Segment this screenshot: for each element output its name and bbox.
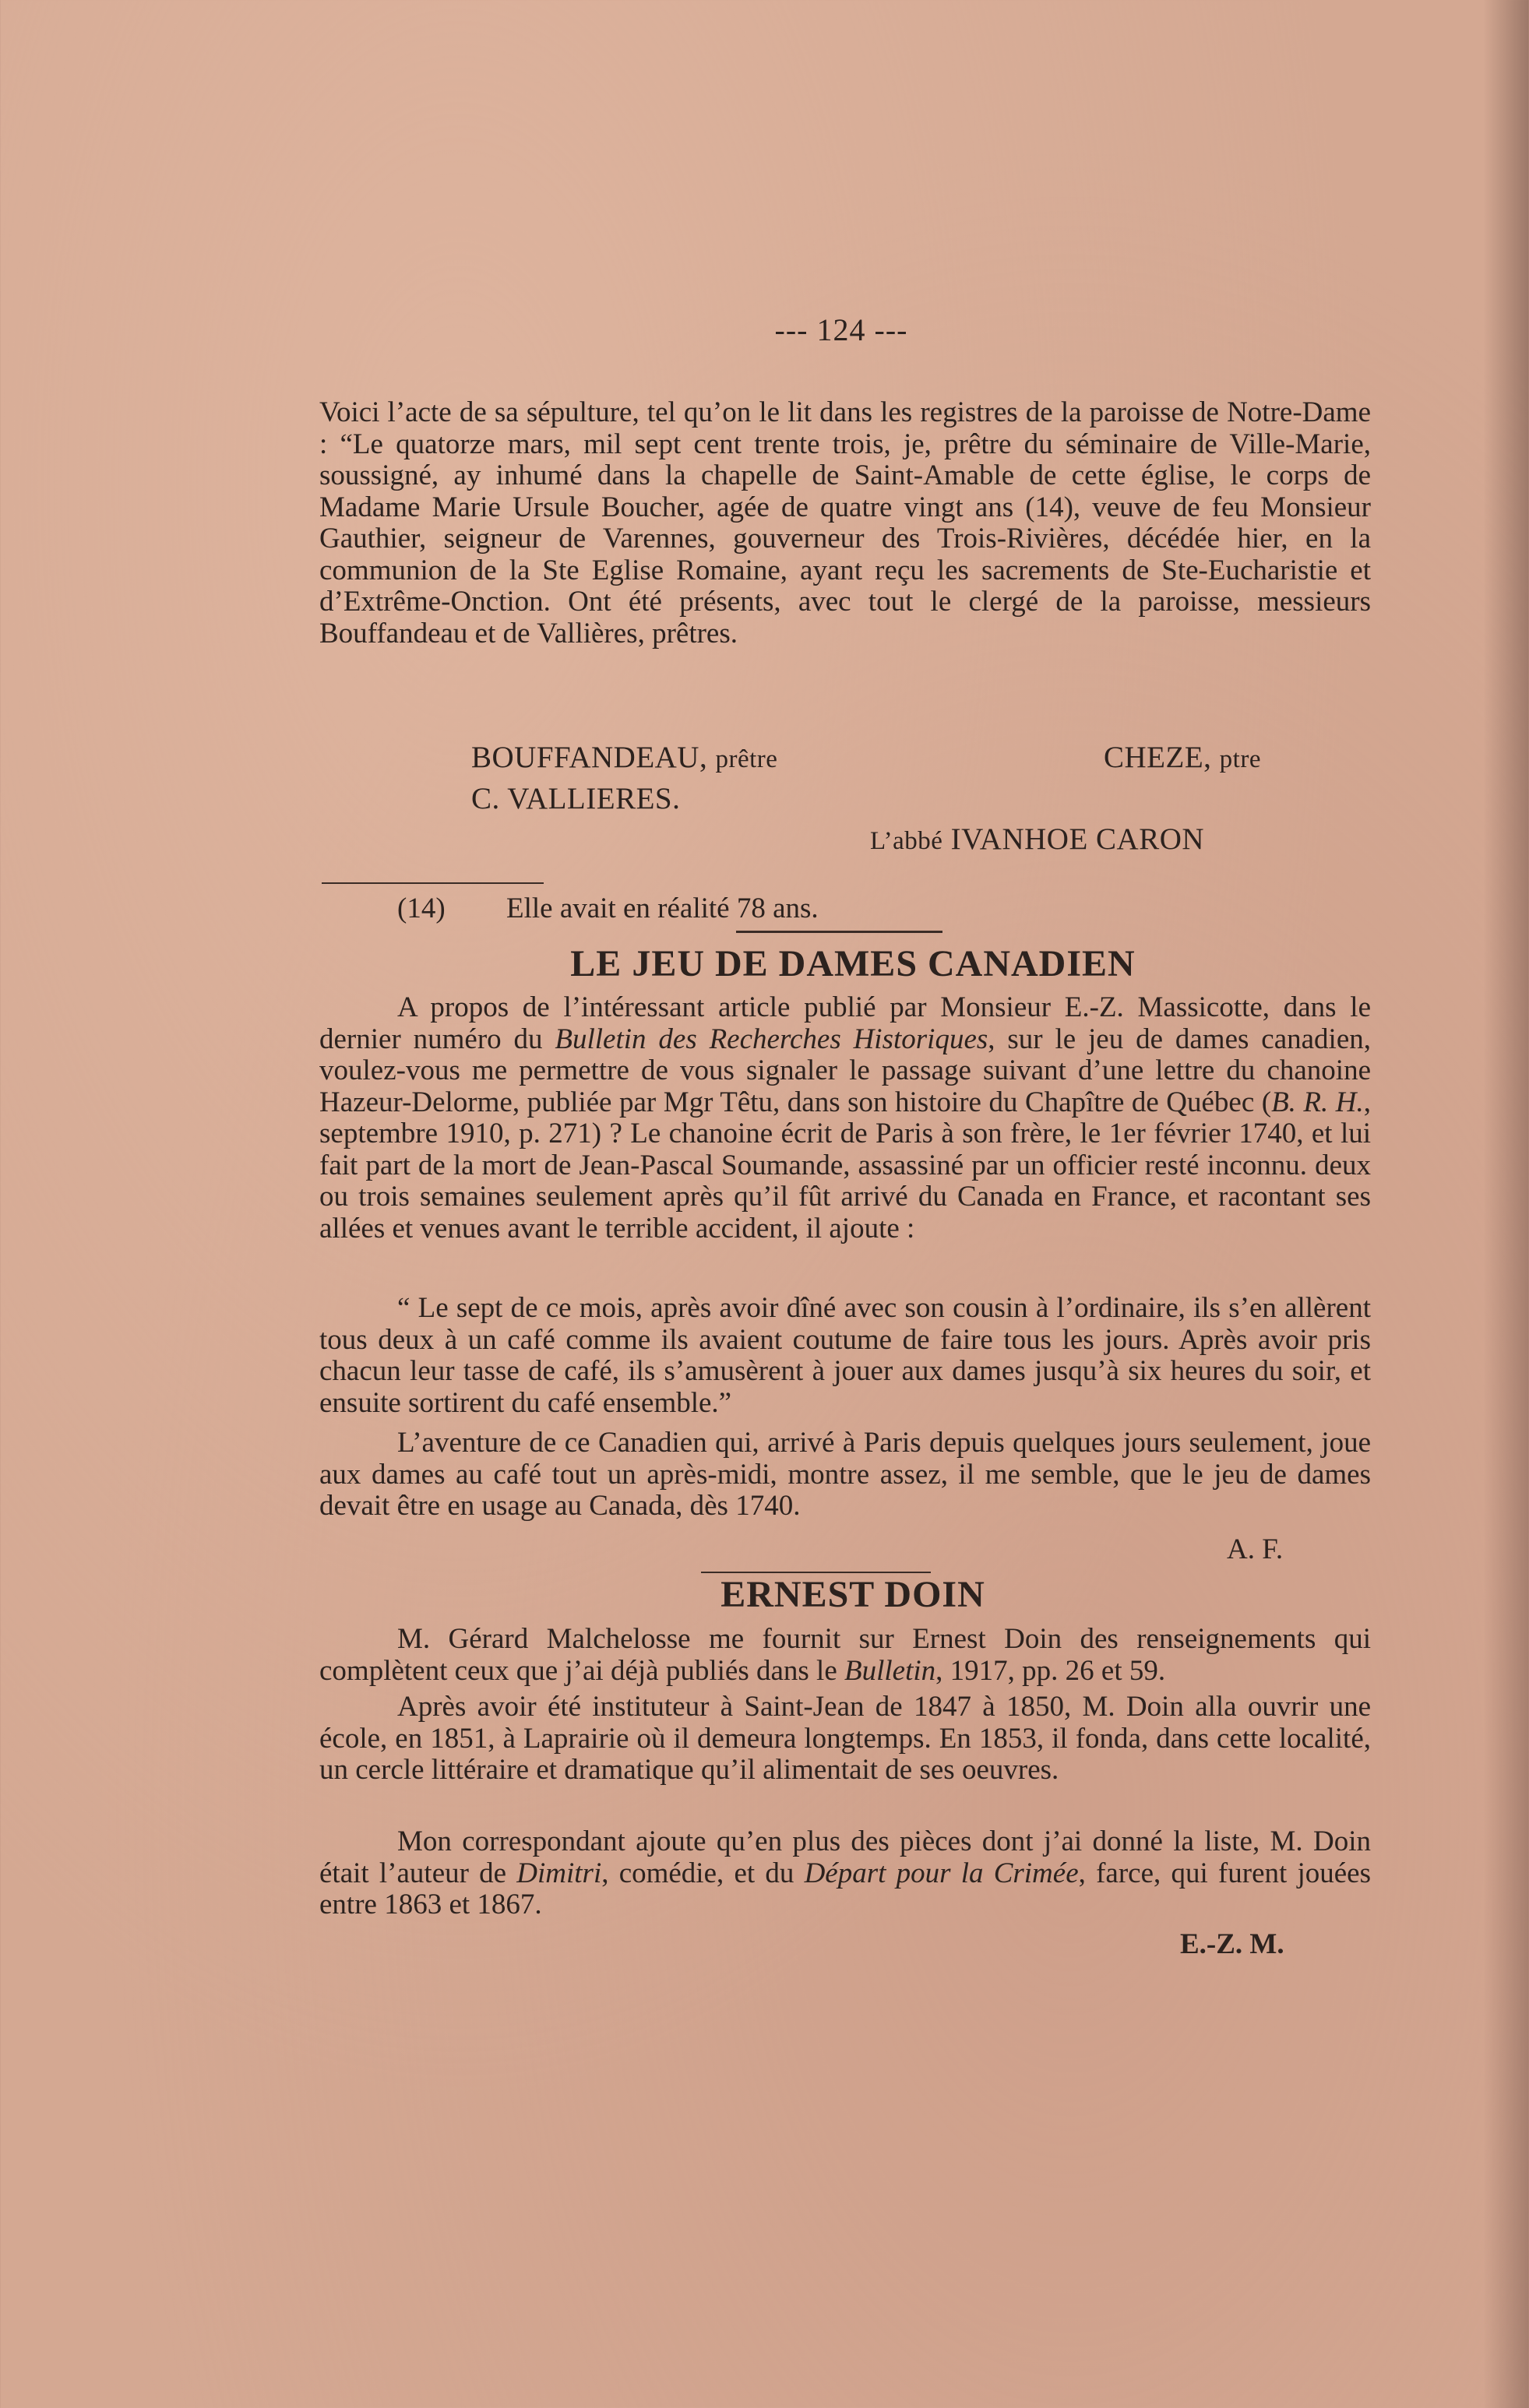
initials-ezm: E.-Z. M. xyxy=(1180,1928,1284,1960)
page-number: --- 124 --- xyxy=(774,312,908,347)
jeu-de-dames-p1-part-b: , sur le jeu de dames canadien, voulez-vous me permettre de vous signaler le passage suivant d’une lettre du chanoine Hazeur-Delorme, publiée par Mgr Têtu, dans son histoire du Chapître de Québec ( xyxy=(319,1023,1371,1118)
ernest-doin-paragraph-3 xyxy=(319,1826,1371,1921)
ernest-doin-p1-part-a: M. Gérard Malchelosse me fournit sur Ernest Doin des renseignements qui complètent ceux que j’ai déjà publiés dans le xyxy=(319,1623,1371,1687)
bulletin-italic: Bulletin xyxy=(844,1654,936,1687)
signature-cheze xyxy=(1104,740,1261,775)
footnote-divider xyxy=(322,882,544,884)
dimitri-italic: Dimitri xyxy=(516,1857,602,1889)
signature-bouffandeau-name: BOUFFANDEAU, xyxy=(471,741,708,774)
bulletin-title-italic: Bulletin des Recherches Historiques xyxy=(555,1023,988,1055)
signature-cheze-title: ptre xyxy=(1219,745,1261,773)
ernest-doin-p3-part-b: , comédie, et du xyxy=(601,1857,805,1889)
signature-bouffandeau xyxy=(471,740,777,775)
section-title-ernest-doin: ERNEST DOIN xyxy=(720,1574,985,1615)
jeu-de-dames-paragraph-1 xyxy=(319,992,1371,1244)
ernest-doin-p3-part-a: Mon correspondant ajoute qu’en plus des pièces dont j’ai donné la liste, M. Doin était l’auteur de xyxy=(319,1825,1371,1889)
signature-cheze-name: CHEZE, xyxy=(1104,741,1212,774)
jeu-de-dames-paragraph-3: L’aventure de ce Canadien qui, arrivé à Paris depuis quelques jours seulement, joue aux dames au café tout un après-midi, montre assez, il me semble, que le jeu de dames devait être en usage au Canada, dès 1740. xyxy=(319,1427,1371,1522)
author-prefix: L’abbé xyxy=(870,827,943,855)
ernest-doin-paragraph-1 xyxy=(319,1624,1371,1687)
burial-record-paragraph: Voici l’acte de sa sépulture, tel qu’on le lit dans les registres de la paroisse de Notre-Dame : “Le quatorze mars, mil sept cent trente trois, je, prêtre du séminaire de Ville-Marie, soussigné, ay inhumé dans la chapelle de Saint-Amable de cette église, le corps de Madame Marie Ursule Boucher, agée de quatre vingt ans (14), veuve de feu Monsieur Gauthier, seigneur de Varennes, gouverneur des Trois-Rivières, décédée hier, en la communion de la Ste Eglise Romaine, ayant reçu les sacrements de Ste-Eucharistie et d’Extrême-Onction. Ont été présents, avec tout le clergé de la paroisse, messieurs Bouffandeau et de Vallières, prêtres. xyxy=(319,396,1371,650)
section-title-jeu-de-dames: LE JEU DE DAMES CANADIEN xyxy=(570,943,1136,984)
depart-crimee-italic: Départ pour la Crimée xyxy=(804,1857,1079,1889)
initials-af: A. F. xyxy=(1227,1533,1284,1565)
article-author xyxy=(870,822,1204,857)
brh-abbreviation-italic: B. R. H. xyxy=(1271,1086,1364,1118)
footnote-number: (14) xyxy=(397,892,446,924)
section-divider xyxy=(736,931,942,933)
author-name: IVANHOE CARON xyxy=(950,822,1205,856)
footnote xyxy=(397,892,819,925)
signature-bouffandeau-title: prêtre xyxy=(715,745,778,773)
ernest-doin-p3-part-c: , farce, qui furent jouées entre 1863 et 1867. xyxy=(319,1857,1371,1920)
ernest-doin-p1-part-b: , 1917, pp. 26 et 59. xyxy=(935,1654,1166,1687)
ernest-doin-paragraph-2: Après avoir été instituteur à Saint-Jean de 1847 à 1850, M. Doin alla ouvrir une école, en 1851, à Laprairie où il demeura longtemps. En 1853, il fonda, dans cette localité, un cercle littéraire et dramatique qu’il alimentait de ses oeuvres. xyxy=(319,1691,1371,1786)
jeu-de-dames-p1-part-a: A propos de l’intéressant article publié par Monsieur E.-Z. Massicotte, dans le dernier numéro du xyxy=(319,991,1371,1055)
jeu-de-dames-p1-part-c: , septembre 1910, p. 271) ? Le chanoine écrit de Paris à son frère, le 1er février 1740, et lui fait part de la mort de Jean-Pascal Soumande, assassiné par un officier resté inconnu. deux ou trois semaines seulement après qu’il fût arrivé du Canada en France, et racontant ses allées et venues avant le terrible accident, il ajoute : xyxy=(319,1086,1371,1244)
signature-vallieres: C. VALLIERES. xyxy=(471,782,681,815)
footnote-text: Elle avait en réalité 78 ans. xyxy=(506,892,819,924)
jeu-de-dames-quotation: “ Le sept de ce mois, après avoir dîné avec son cousin à l’ordinaire, ils s’en allèrent tous deux à un café comme ils avaient coutume de faire tous les jours. Après avoir pris chacun leur tasse de café, ils s’amusèrent à jouer aux dames jusqu’à six heures du soir, et ensuite sortirent du café ensemble.” xyxy=(319,1292,1371,1419)
